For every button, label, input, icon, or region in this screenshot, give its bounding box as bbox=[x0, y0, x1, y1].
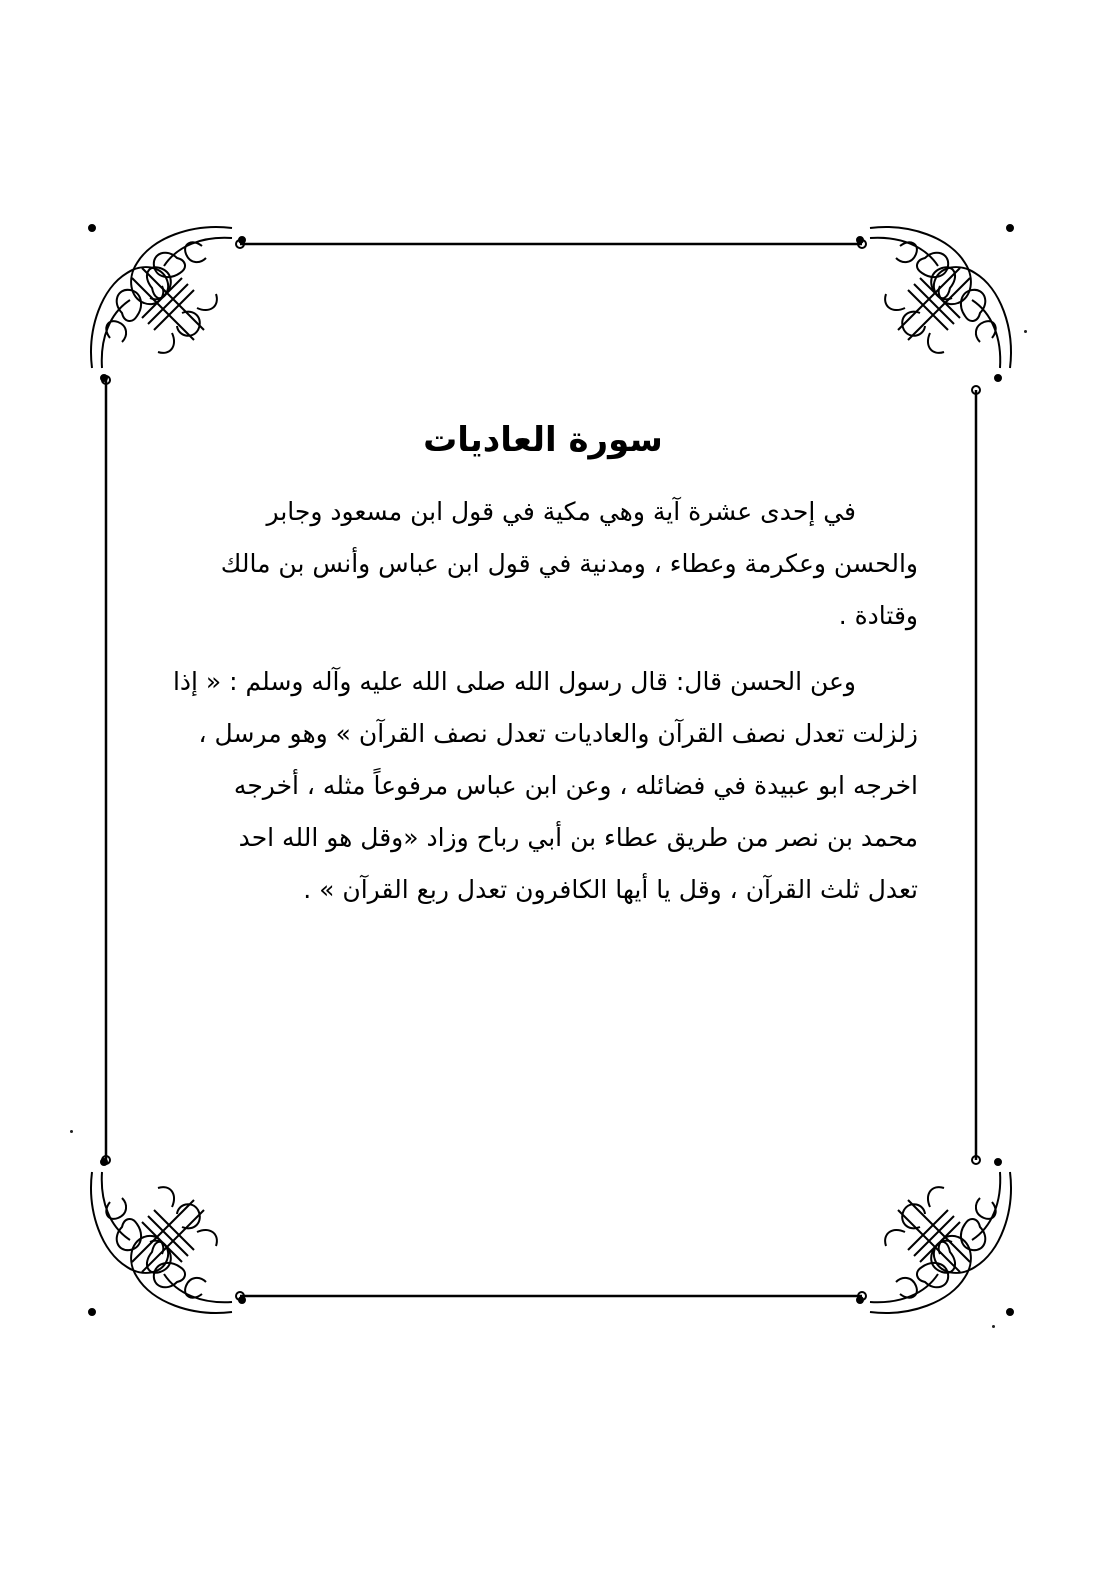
text-line: وعن الحسن قال: قال رسول الله صلى الله عليه وآله وسلم : « إذا bbox=[172, 667, 856, 696]
surah-title: سورة العاديات bbox=[423, 420, 663, 460]
corner-ornament-bottom-left bbox=[89, 1159, 245, 1315]
text-line: والحسن وعكرمة وعطاء ، ومدنية في قول ابن عباس وأنس بن مالك bbox=[220, 549, 918, 578]
text-line: في إحدى عشرة آية وهي مكية في قول ابن مسعود وجابر bbox=[266, 497, 856, 526]
corner-ornament-top-left bbox=[89, 225, 245, 381]
paragraph-hadith bbox=[168, 656, 918, 916]
scan-speck bbox=[992, 1325, 995, 1328]
page-content bbox=[168, 420, 918, 930]
scan-speck bbox=[70, 1130, 73, 1133]
text-line: محمد بن نصر من طريق عطاء بن أبي رباح وزاد «وقل هو الله احد bbox=[238, 823, 918, 852]
corner-ornament-top-right bbox=[857, 225, 1013, 381]
scan-speck bbox=[1024, 330, 1027, 333]
text-line: زلزلت تعدل نصف القرآن والعاديات تعدل نصف القرآن » وهو مرسل ، bbox=[198, 719, 918, 748]
corner-ornament-bottom-right bbox=[857, 1159, 1013, 1315]
text-line: وقتادة . bbox=[838, 601, 918, 630]
paragraph-intro bbox=[168, 486, 918, 642]
text-line: تعدل ثلث القرآن ، وقل يا أيها الكافرون تعدل ربع القرآن » . bbox=[303, 875, 918, 904]
text-line: اخرجه ابو عبيدة في فضائله ، وعن ابن عباس مرفوعاً مثله ، أخرجه bbox=[233, 771, 918, 800]
